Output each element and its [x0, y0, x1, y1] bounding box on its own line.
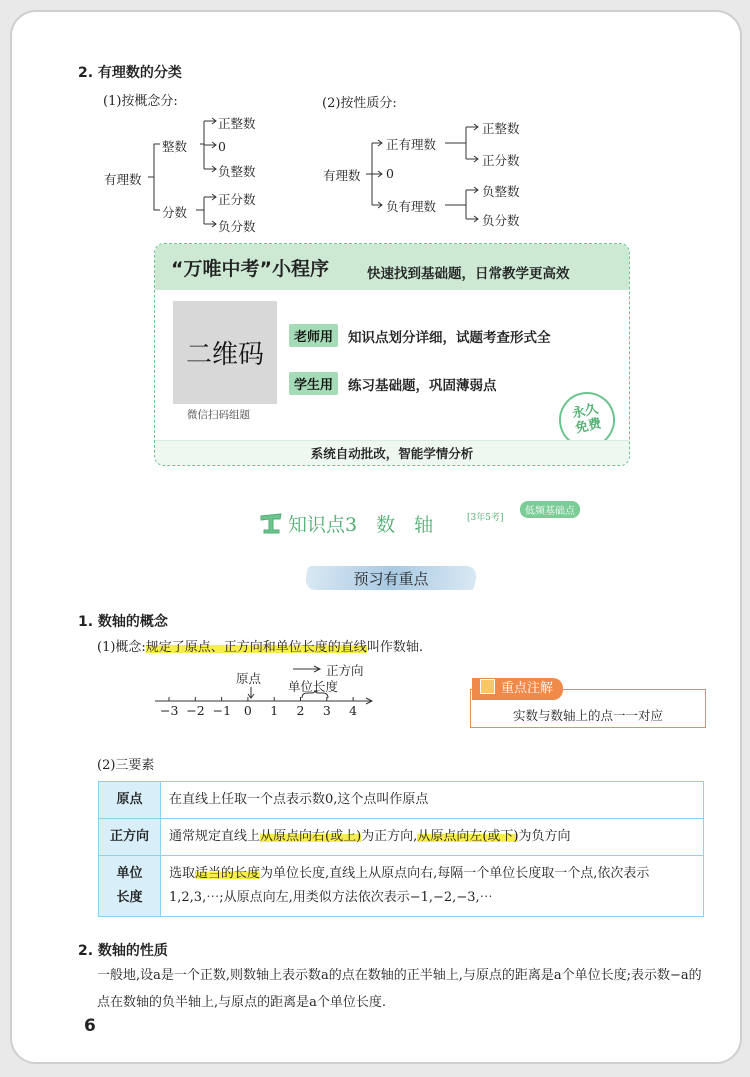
sign-root: 有理数	[323, 168, 361, 183]
student-text: 练习基础题，巩固薄弱点	[348, 378, 497, 394]
axis-tick-label: 3	[322, 703, 331, 718]
sign-pos-int: 正整数	[482, 121, 520, 136]
preview-banner: 预习有重点	[353, 570, 429, 588]
teacher-text: 知识点划分详细，试题考查形式全	[348, 330, 551, 346]
origin-label: 原点	[236, 671, 262, 686]
table-row	[99, 819, 704, 856]
axis-tick-label: 1	[270, 703, 279, 718]
promo-subtitle: 快速找到基础题，日常教学更高效	[367, 266, 570, 282]
three-elements-heading: (2)三要素	[97, 758, 155, 773]
row-head-unit	[99, 856, 161, 917]
qr-label: 二维码	[185, 340, 264, 370]
axis-tick-label: 0	[243, 703, 252, 718]
sign-pos-frac: 正分数	[482, 153, 520, 168]
sign-neg-int: 负整数	[482, 184, 520, 199]
key-note-tag	[472, 678, 563, 700]
concept-neg-frac: 负分数	[218, 219, 256, 234]
concept-integer: 整数	[162, 139, 188, 154]
miniprogram-promo	[154, 243, 630, 466]
table-row	[99, 856, 704, 917]
page-number: 6	[84, 1016, 96, 1036]
axis-tick-label: −2	[186, 703, 205, 718]
axis-tick-label: 2	[296, 703, 305, 718]
sign-neg-frac: 负分数	[482, 213, 520, 228]
promo-title: “万唯中考”小程序	[171, 258, 329, 280]
row-text-direction	[161, 819, 704, 856]
definition-highlight: 规定了原点、正方向和单位长度的直线	[145, 640, 367, 655]
row-text-unit	[161, 856, 704, 917]
axis-tick-label: 4	[349, 703, 358, 718]
unit-text-b: 为单位长度,直线上从原点向右,每隔一个单位长度取一个点,依次表示1,2,3,⋯;从原点向左,用类似方法依次表示−1,−2,−3,⋯	[169, 866, 650, 906]
definition-prefix: (1)概念:	[97, 640, 146, 655]
unit-head-2: 长度	[116, 890, 143, 906]
concept-root: 有理数	[104, 172, 142, 187]
section-title-axis-concept: 1. 数轴的概念	[78, 614, 168, 630]
knowledge-point-title: 知识点3 数 轴	[288, 514, 434, 536]
sign-pos-rational: 正有理数	[386, 137, 437, 152]
frequency-badge: 低频基础点	[520, 501, 580, 518]
row-text-origin: 在直线上任取一个点表示数0,这个点叫作原点	[161, 782, 704, 819]
concept-fraction: 分数	[162, 205, 188, 220]
knowledge-point-freq: [3年5考]	[467, 513, 504, 523]
section-title-classification: 2. 有理数的分类	[78, 65, 182, 81]
axis-tick-label: −3	[160, 703, 179, 718]
pencil-icon	[480, 679, 495, 694]
concept-neg-int: 负整数	[218, 164, 256, 179]
direction-highlight-2: 从原点向左(或下)	[417, 829, 519, 845]
unit-highlight: 适当的长度	[195, 866, 261, 882]
teacher-tag: 老师用	[289, 324, 338, 347]
stamp-line1: 永久	[570, 401, 600, 422]
axis-property-text: 一般地,设a是一个正数,则数轴上表示数a的点在数轴的正半轴上,与原点的距离是a个单位长度;表示数−a的点在数轴的负半轴上,与原点的距离是a个单位长度.	[97, 968, 702, 1010]
axis-elements-table	[98, 781, 704, 917]
definition-suffix: 叫作数轴.	[366, 640, 423, 655]
student-tag: 学生用	[289, 372, 338, 395]
axis-tick-label: −1	[212, 703, 232, 718]
qr-caption: 微信扫码组题	[187, 409, 250, 421]
key-note-text: 实数与数轴上的点一一对应	[512, 708, 663, 723]
unit-length-label: 单位长度	[288, 679, 339, 694]
axis-definition	[97, 636, 423, 655]
table-row	[99, 782, 704, 819]
direction-highlight-1: 从原点向右(或上)	[260, 829, 362, 845]
qr-code[interactable]	[173, 301, 277, 404]
concept-pos-int: 正整数	[218, 116, 256, 131]
direction-text-b: 为正方向,	[361, 829, 418, 845]
row-head-origin: 原点	[99, 782, 161, 819]
positive-direction-label: 正方向	[326, 663, 364, 678]
classify-sign-heading: (2)按性质分:	[322, 96, 397, 111]
stamp-line2: 免费	[574, 416, 603, 437]
section-title-axis-property: 2. 数轴的性质	[78, 943, 168, 959]
sign-zero: 0	[386, 166, 394, 181]
classify-concept-heading: (1)按概念分:	[103, 94, 178, 109]
unit-head-1: 单位	[116, 866, 143, 882]
unit-text-a: 选取	[169, 866, 196, 882]
direction-text-a: 通常规定直线上	[169, 829, 261, 845]
sign-neg-rational: 负有理数	[386, 199, 437, 214]
direction-text-c: 为负方向	[518, 829, 571, 845]
concept-zero: 0	[218, 139, 226, 154]
promo-footer-text: 系统自动批改，智能学情分析	[310, 446, 474, 461]
classification-brackets	[0, 0, 750, 260]
key-note-tag-text: 重点注解	[501, 681, 554, 696]
concept-pos-frac: 正分数	[218, 192, 256, 207]
row-head-direction: 正方向	[99, 819, 161, 856]
knowledge-point-icon	[258, 510, 284, 534]
